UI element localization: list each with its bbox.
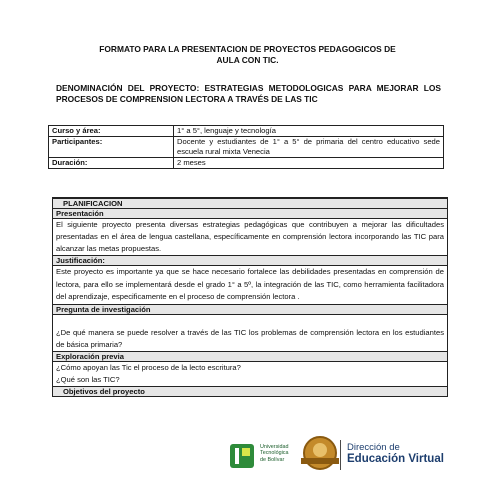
presentation-text: El siguiente proyecto presenta diversas estrategias pedagógicas que contribuyen a mejorar las dificultades presentadas en el área de lengua castellana, específicamente en comprensión lectora incorporando las TIC para alcanzar las metas propuestas. [53,219,447,256]
table-row [49,126,444,137]
research-question-text: ¿De qué manera se puede resolver a través de las TIC los problemas de comprensión lectora en los estudiantes de básica primaria? [53,315,447,352]
exploration-questions [53,362,447,387]
utb-line-1: Universidad [260,444,289,450]
table-row [49,137,444,158]
participants-value: Docente y estudiantes de 1° a 5° de primaria del centro educativo sede escuela rural mixta Venecia [174,137,444,158]
duration-value: 2 meses [174,158,444,169]
title-line-2: AULA CON TIC. [216,55,279,65]
title-line-1: FORMATO PARA LA PRESENTACION DE PROYECTOS PEDAGOGICOS DE [99,44,396,54]
utb-logo-text [260,444,288,463]
virtual-education-logo [347,442,444,466]
seal-logo-icon [303,436,337,470]
info-table [48,125,444,169]
research-question-heading: Pregunta de investigación [53,305,447,315]
justification-text: Este proyecto es importante ya que se hace necesario fortalece las debilidades presentadas en comprensión de lectora, para ello se implementará desde el grado 1° a 5º, la integración de las TIC, como herramienta facilitadora del aprendizaje, especificamente en el proceso de comprensión lectora . [53,266,447,305]
document-title [60,44,435,66]
course-value: 1° a 5°, lenguaje y tecnología [174,126,444,137]
utb-line-2: Tecnológica [260,450,289,457]
course-label: Curso y área: [49,126,174,137]
presentation-heading: Presentación [53,209,447,219]
project-name: DENOMINACIÓN DEL PROYECTO: ESTRATEGIAS METODOLOGICAS PARA MEJORAR LOS PROCESOS DE COMPRENSION LECTORA A TRAVÉS DE LAS TIC [56,83,441,104]
footer-logos [210,432,460,472]
duration-label: Duración: [49,158,174,169]
dev-line-2: Educación Virtual [347,453,444,465]
table-row [49,158,444,169]
exploration-question-2: ¿Qué son las TIC? [56,374,120,384]
logo-divider [340,440,341,470]
planning-section [52,197,448,397]
participants-label: Participantes: [49,137,174,158]
planning-heading: PLANIFICACION [53,199,447,209]
dev-line-1: Dirección de [347,442,400,453]
justification-heading: Justificación: [53,256,447,266]
utb-line-3: de Bolívar [260,456,285,463]
exploration-heading: Exploración previa [53,352,447,362]
exploration-question-1: ¿Cómo apoyan las Tic el proceso de la lecto escritura? [56,362,241,372]
utb-logo-icon [230,444,254,468]
objectives-heading: Objetivos del proyecto [53,387,447,396]
